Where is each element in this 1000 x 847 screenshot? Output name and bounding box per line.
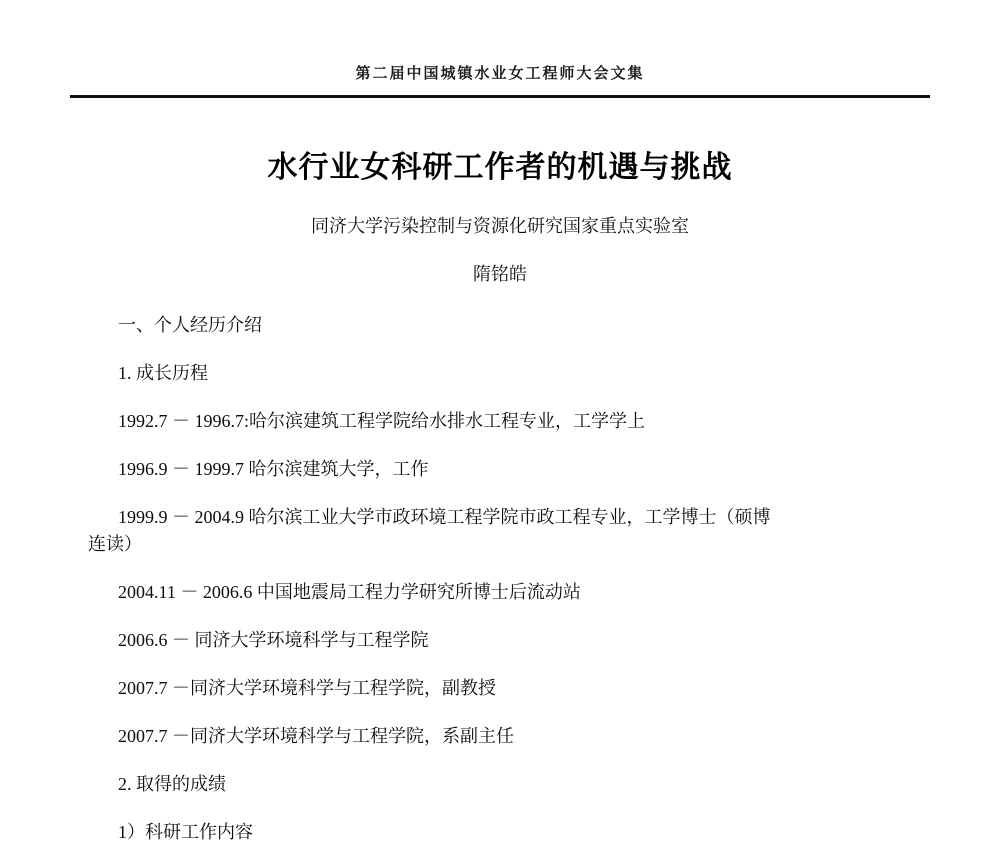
paragraph-2006: 2006.6 － 同济大学环境科学与工程学院 xyxy=(118,630,429,651)
page-header xyxy=(0,0,1000,98)
list-item-1: 1）科研工作内容 xyxy=(118,821,253,842)
page-title: 水行业女科研工作者的机遇与挑战 xyxy=(267,150,733,185)
section-heading-1: 一、个人经历介绍 xyxy=(118,315,262,335)
header-divider xyxy=(70,95,930,98)
document-body xyxy=(0,312,1000,847)
subsection-heading-2: 2. 取得的成绩 xyxy=(118,773,226,794)
author-name: 隋铭皓 xyxy=(473,264,527,284)
paragraph-1996: 1996.9 － 1999.7 哈尔滨建筑大学，工作 xyxy=(118,458,429,479)
paragraph-1999 xyxy=(88,504,910,560)
running-head: 第二届中国城镇水业女工程师大会文集 xyxy=(355,64,645,82)
affiliation: 同济大学污染控制与资源化研究国家重点实验室 xyxy=(311,216,689,236)
subsection-heading-1: 1. 成长历程 xyxy=(118,362,208,383)
paragraph-1999-line2: 连读） xyxy=(88,534,142,555)
paragraph-1999-line1: 1999.9 － 2004.9 哈尔滨工业大学市政环境工程学院市政工程专业，工学博士（硕博 xyxy=(118,506,771,527)
paragraph-1992: 1992.7 － 1996.7:哈尔滨建筑工程学院给水排水工程专业，工学学上 xyxy=(118,410,645,431)
paragraph-2007-a: 2007.7 －同济大学环境科学与工程学院，副教授 xyxy=(118,678,496,699)
paragraph-2007-b: 2007.7 －同济大学环境科学与工程学院，系副主任 xyxy=(118,726,514,747)
paragraph-2004: 2004.11 － 2006.6 中国地震局工程力学研究所博士后流动站 xyxy=(118,582,581,603)
